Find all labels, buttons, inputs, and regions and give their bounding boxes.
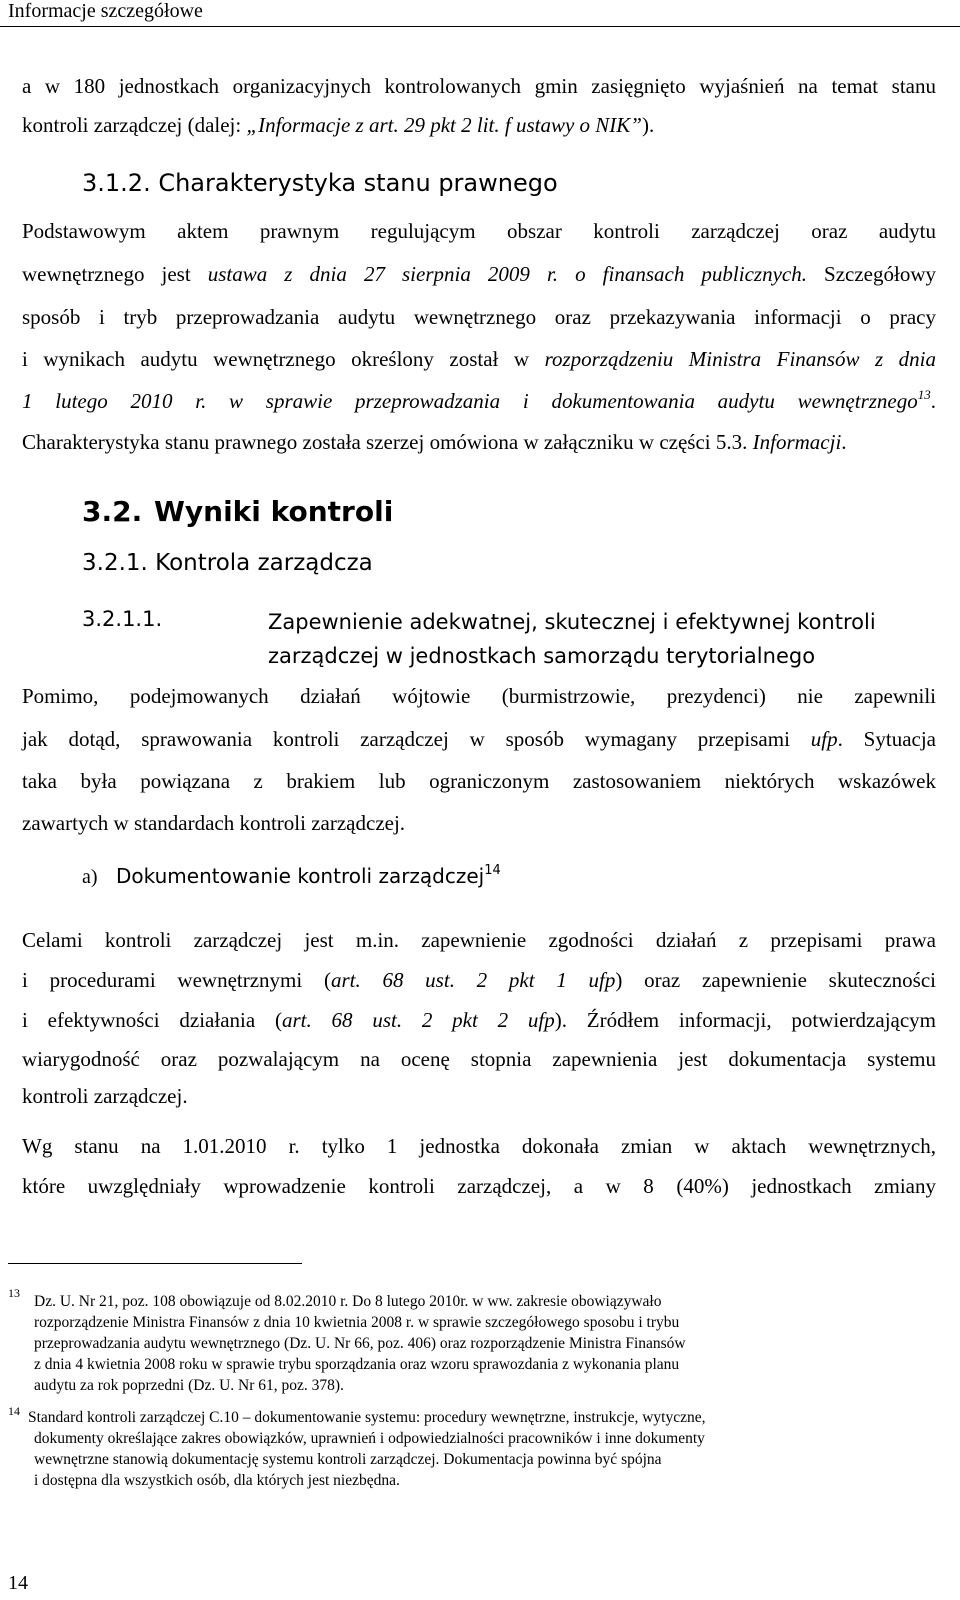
list-item-a: a) Dokumentowanie kontroli zarządczej$^{14}$ — [82, 863, 501, 888]
footnote-line: rozporządzenie Ministra Finansów z dnia 10 kwietnia 2008 r. w sprawie szczegółowego sposobu i trybu — [34, 1314, 680, 1331]
text-line: Pomimo, podejmowanych działań wójtowie (burmistrzowie, prezydenci) nie zapewnili — [22, 684, 936, 708]
footnote-line: Dz. U. Nr 21, poz. 108 obowiązuje od 8.02.2010 r. Do 8 lutego 2010r. w ww. zakresie obowiązywało — [34, 1293, 662, 1310]
footnote-divider — [8, 1263, 302, 1264]
running-header-title: Informacje szczegółowe — [8, 0, 203, 22]
text-line: zawartych w standardach kontroli zarządczej. — [22, 811, 406, 835]
text-line: Wg stanu na 1.01.2010 r. tylko 1 jednostka dokonała zmian w aktach wewnętrznych, — [22, 1134, 936, 1158]
footnote-line: Standard kontroli zarządczej C.10 – dokumentowanie systemu: procedury wewnętrzne, instrukcje, wytyczne, — [28, 1409, 706, 1426]
footnote-line: audytu za rok poprzedni (Dz. U. Nr 61, poz. 378). — [34, 1377, 344, 1394]
text-line: wewnętrznego jest ustawa z dnia 27 sierpnia 2009 r. o finansach publicznych. Szczegółowy — [22, 262, 936, 286]
text-line: Celami kontroli zarządczej jest m.in. zapewnienie zgodności działań z przepisami prawa — [22, 928, 936, 952]
text-line: kontroli zarządczej (dalej: „Informacje z art. 29 pkt 2 lit. f ustawy o NIK”). — [22, 113, 655, 137]
text-line: Podstawowym aktem prawnym regulującym obszar kontroli zarządczej oraz audytu — [22, 219, 936, 243]
footnote-line: i dostępna dla wszystkich osób, dla których jest niezbędna. — [34, 1472, 400, 1489]
text-line: które uwzględniały wprowadzenie kontroli zarządczej, a w 8 (40%) jednostkach zmiany — [22, 1174, 936, 1198]
text-line: i efektywności działania (art. 68 ust. 2 pkt 2 ufp). Źródłem informacji, potwierdzającym — [22, 1008, 937, 1032]
section-number-3-2-1-1: 3.2.1.1. — [82, 607, 163, 631]
text-line: taka była powiązana z brakiem lub ograniczonym zastosowaniem niektórych wskazówek — [22, 769, 936, 793]
text-line: i procedurami wewnętrznymi (art. 68 ust. 2 pkt 1 ufp) oraz zapewnienie skuteczności — [22, 968, 936, 992]
section-heading-3-2: 3.2. Wyniki kontroli — [82, 495, 394, 528]
text-line: a w 180 jednostkach organizacyjnych kontrolowanych gmin zasięgnięto wyjaśnień na temat stanu — [22, 74, 936, 98]
section-heading-3-1-2: 3.1.2. Charakterystyka stanu prawnego — [82, 169, 558, 197]
footnote-13-mark: 13 — [8, 1286, 20, 1300]
text-line: wiarygodność oraz pozwalającym na ocenę stopnia zapewnienia jest dokumentacja systemu — [22, 1047, 936, 1071]
footnote-14-mark: 14 — [8, 1404, 20, 1418]
page-number: 14 — [8, 1572, 28, 1594]
section-title-3-2-1-1: Zapewnienie adekwatnej, skutecznej i efektywnej kontroli zarządczej w jednostkach samorządu terytorialnego — [268, 610, 876, 668]
text-line: i wynikach audytu wewnętrznego określony został w rozporządzeniu Ministra Finansów z dnia — [22, 347, 936, 371]
text-line: jak dotąd, sprawowania kontroli zarządczej w sposób wymagany przepisami ufp. Sytuacja — [22, 727, 936, 751]
header-divider — [0, 26, 960, 27]
footnote-line: z dnia 4 kwietnia 2008 roku w sprawie trybu sporządzania oraz wzoru sprawozdania z wykonania planu — [34, 1356, 680, 1373]
footnote-line: przeprowadzania audytu wewnętrznego (Dz. U. Nr 66, poz. 406) oraz rozporządzenie Ministra Finansów — [34, 1335, 686, 1352]
text-line: Charakterystyka stanu prawnego została szerzej omówiona w załączniku w części 5.3. Informacji. — [22, 430, 847, 454]
text-line: sposób i tryb przeprowadzania audytu wewnętrznego oraz przekazywania informacji o pracy — [22, 305, 936, 329]
text-line: kontroli zarządczej. — [22, 1084, 188, 1108]
footnote-line: dokumenty określające zakres obowiązków, uprawnień i odpowiedzialności pracowników i inne dokumenty — [34, 1430, 705, 1447]
text-line: 1 lutego 2010 r. w sprawie przeprowadzania i dokumentowania audytu wewnętrznego$^{13}$. — [22, 387, 936, 413]
section-heading-3-2-1: 3.2.1. Kontrola zarządcza — [82, 550, 373, 576]
footnote-line: wewnętrzne stanowią dokumentację systemu kontroli zarządczej. Dokumentacja powinna być spójna — [34, 1451, 662, 1468]
